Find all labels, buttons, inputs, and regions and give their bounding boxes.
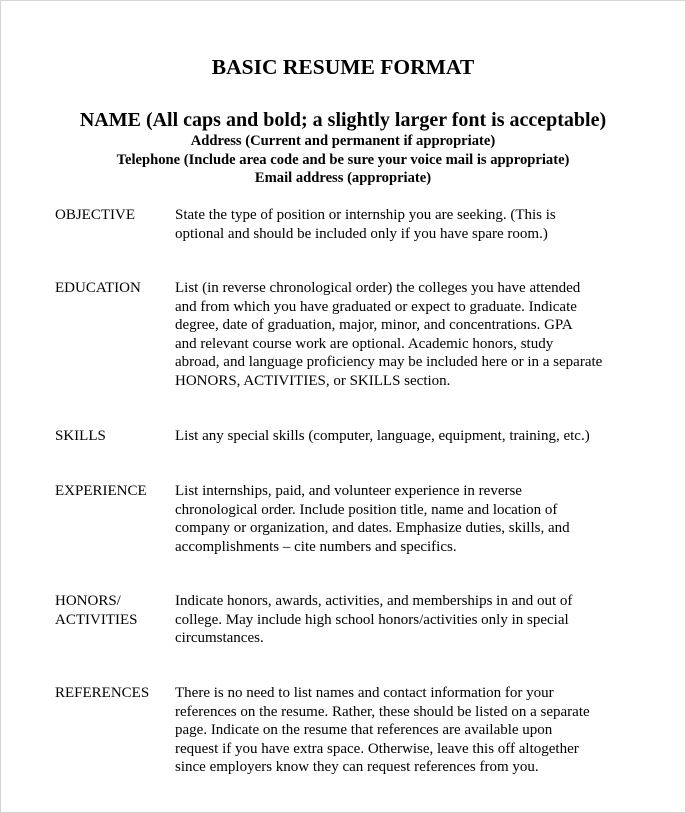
- section-body-line: Indicate honors, awards, activities, and memberships in and out of: [175, 593, 573, 609]
- section-label: EDUCATION: [55, 280, 141, 296]
- section-label: HONORS/: [55, 593, 121, 609]
- section-body-line: page. Indicate on the resume that references are available upon: [175, 722, 553, 738]
- section-body-line: chronological order. Include position title, name and location of: [175, 501, 558, 518]
- section-body-line: and from which you have graduated or expect to graduate. Indicate: [175, 298, 577, 315]
- section-body-line: List (in reverse chronological order) the colleges you have attended: [175, 280, 581, 296]
- section-body-line: circumstances.: [175, 630, 264, 646]
- document-title: BASIC RESUME FORMAT: [211, 55, 475, 79]
- section-label: SKILLS: [55, 428, 106, 444]
- section-body-line: List internships, paid, and volunteer experience in reverse: [175, 483, 522, 499]
- section-body-line: and relevant course work are optional. Academic honors, study: [175, 335, 554, 352]
- section-body-line: college. May include high school honors/activities only in special: [175, 611, 569, 628]
- section-label: OBJECTIVE: [55, 207, 135, 223]
- section-body-line: degree, date of graduation, major, minor, and concentrations. GPA: [175, 317, 573, 333]
- section-body-line: accomplishments – cite numbers and specifics.: [175, 538, 457, 555]
- section-body-line: company or organization, and dates. Emphasize duties, skills, and: [175, 520, 570, 536]
- section-body-line: HONORS, ACTIVITIES, or SKILLS section.: [175, 372, 451, 389]
- address-line: Address (Current and permanent if appropriate): [190, 133, 496, 149]
- section-body-line: List any special skills (computer, language, equipment, training, etc.): [175, 428, 590, 444]
- section-body-line: There is no need to list names and contact information for your: [175, 685, 554, 701]
- section-label: EXPERIENCE: [55, 483, 147, 499]
- section-body-line: abroad, and language proficiency may be included here or in a separate: [175, 354, 603, 370]
- email-line: Email address (appropriate): [254, 170, 432, 186]
- telephone-line: Telephone (Include area code and be sure your voice mail is appropriate): [116, 152, 570, 168]
- section-body-line: State the type of position or internship you are seeking. (This is: [175, 207, 556, 223]
- name-heading: NAME (All caps and bold; a slightly larger font is acceptable): [79, 109, 607, 131]
- section-body-line: since employers know they can request references from you.: [175, 759, 539, 775]
- section-body-line: request if you have extra space. Otherwise, leave this off altogether: [175, 740, 579, 757]
- section-body-line: optional and should be included only if you have spare room.): [175, 225, 548, 242]
- section-label: REFERENCES: [55, 685, 150, 701]
- section-body-line: references on the resume. Rather, these should be listed on a separate: [175, 703, 590, 720]
- section-label: ACTIVITIES: [55, 611, 138, 628]
